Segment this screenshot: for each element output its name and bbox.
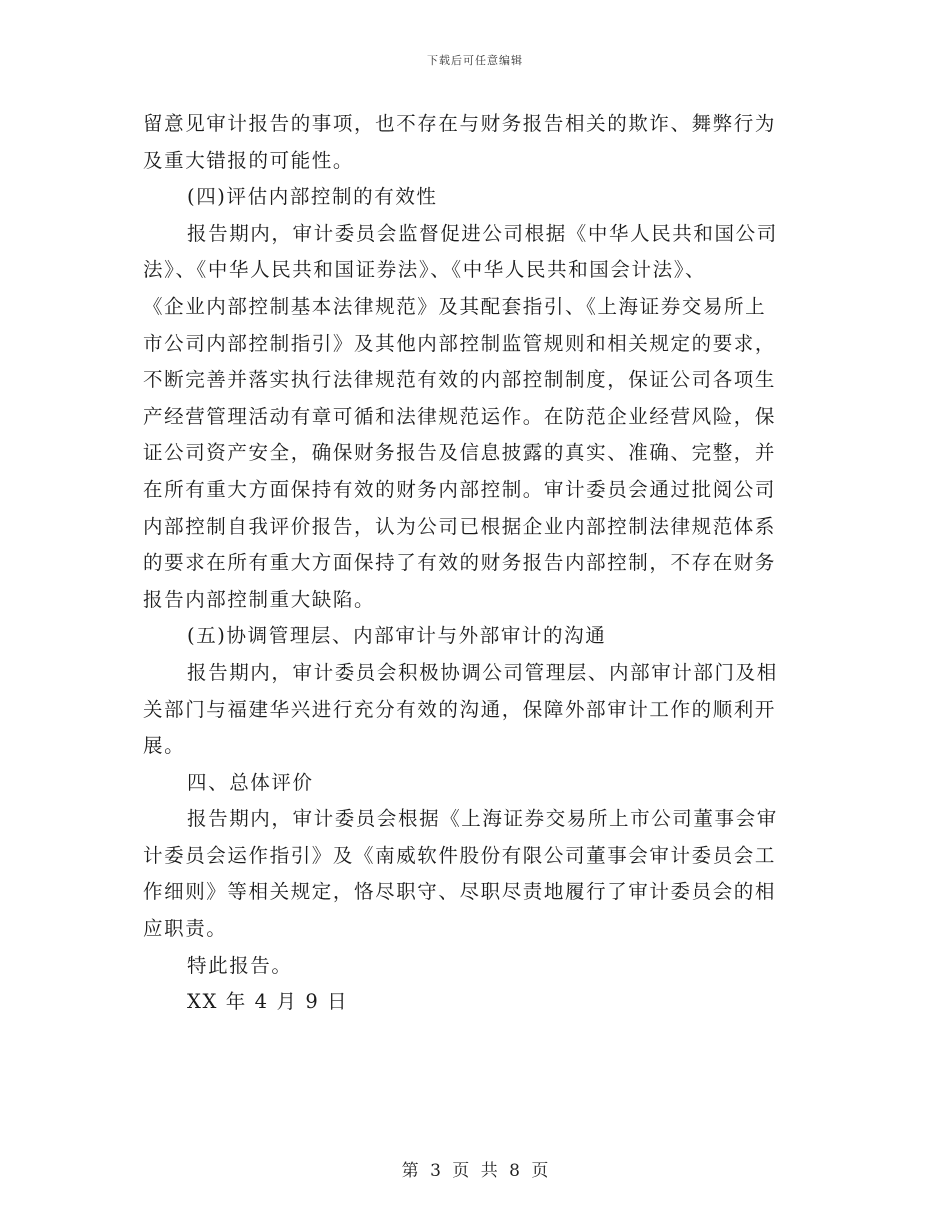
body-line: 的要求在所有重大方面保持了有效的财务报告内部控制，不存在财务 xyxy=(143,551,777,575)
page-number: 第 3 页 共 8 页 xyxy=(401,1161,549,1181)
body-line: 计委员会运作指引》及《南威软件股份有限公司董事会审计委员会工 xyxy=(143,843,777,867)
body-line: 不断完善并落实执行法律规范有效的内部控制制度，保证公司各项生 xyxy=(143,368,777,392)
body-line: 内部控制自我评价报告，认为公司已根据企业内部控制法律规范体系 xyxy=(143,514,777,538)
body-line: 报告期内，审计委员会积极协调公司管理层、内部审计部门及相 xyxy=(187,660,778,684)
document-body xyxy=(143,106,808,1021)
body-line: 报告期内，审计委员会根据《上海证券交易所上市公司董事会审 xyxy=(187,807,778,831)
body-line: 法》、《中华人民共和国证券法》、《中华人民共和国会计法》、 xyxy=(143,258,707,282)
page-header-note: 下载后可任意编辑 xyxy=(427,54,523,67)
date-line: XX 年 4 月 9 日 xyxy=(187,990,349,1014)
body-line: 市公司内部控制指引》及其他内部控制监管规则和相关规定的要求， xyxy=(143,331,777,355)
body-line: 及重大错报的可能性。 xyxy=(143,148,355,172)
section-heading: (五)协调管理层、内部审计与外部审计的沟通 xyxy=(187,624,607,648)
closing-line: 特此报告。 xyxy=(187,953,293,977)
body-line: 《企业内部控制基本法律规范》及其配套指引、《上海证券交易所上 xyxy=(143,294,767,318)
body-line: 展。 xyxy=(143,734,186,758)
body-line: 应职责。 xyxy=(143,917,228,941)
body-line: 作细则》等相关规定，恪尽职守、尽职尽责地履行了审计委员会的相 xyxy=(143,880,777,904)
body-line: 报告期内，审计委员会监督促进公司根据《中华人民共和国公司 xyxy=(187,221,778,245)
body-line: 在所有重大方面保持有效的财务内部控制。审计委员会通过批阅公司 xyxy=(143,477,777,501)
body-line: 关部门与福建华兴进行充分有效的沟通，保障外部审计工作的顺利开 xyxy=(143,697,777,721)
body-line: 证公司资产安全，确保财务报告及信息披露的真实、准确、完整，并 xyxy=(143,441,777,465)
body-line: 报告内部控制重大缺陷。 xyxy=(143,587,376,611)
section-heading: 四、总体评价 xyxy=(187,770,314,794)
section-heading: (四)评估内部控制的有效性 xyxy=(187,185,438,209)
body-line: 留意见审计报告的事项，也不存在与财务报告相关的欺诈、舞弊行为 xyxy=(143,112,777,135)
body-line: 产经营管理活动有章可循和法律规范运作。在防范企业经营风险，保 xyxy=(143,404,777,428)
